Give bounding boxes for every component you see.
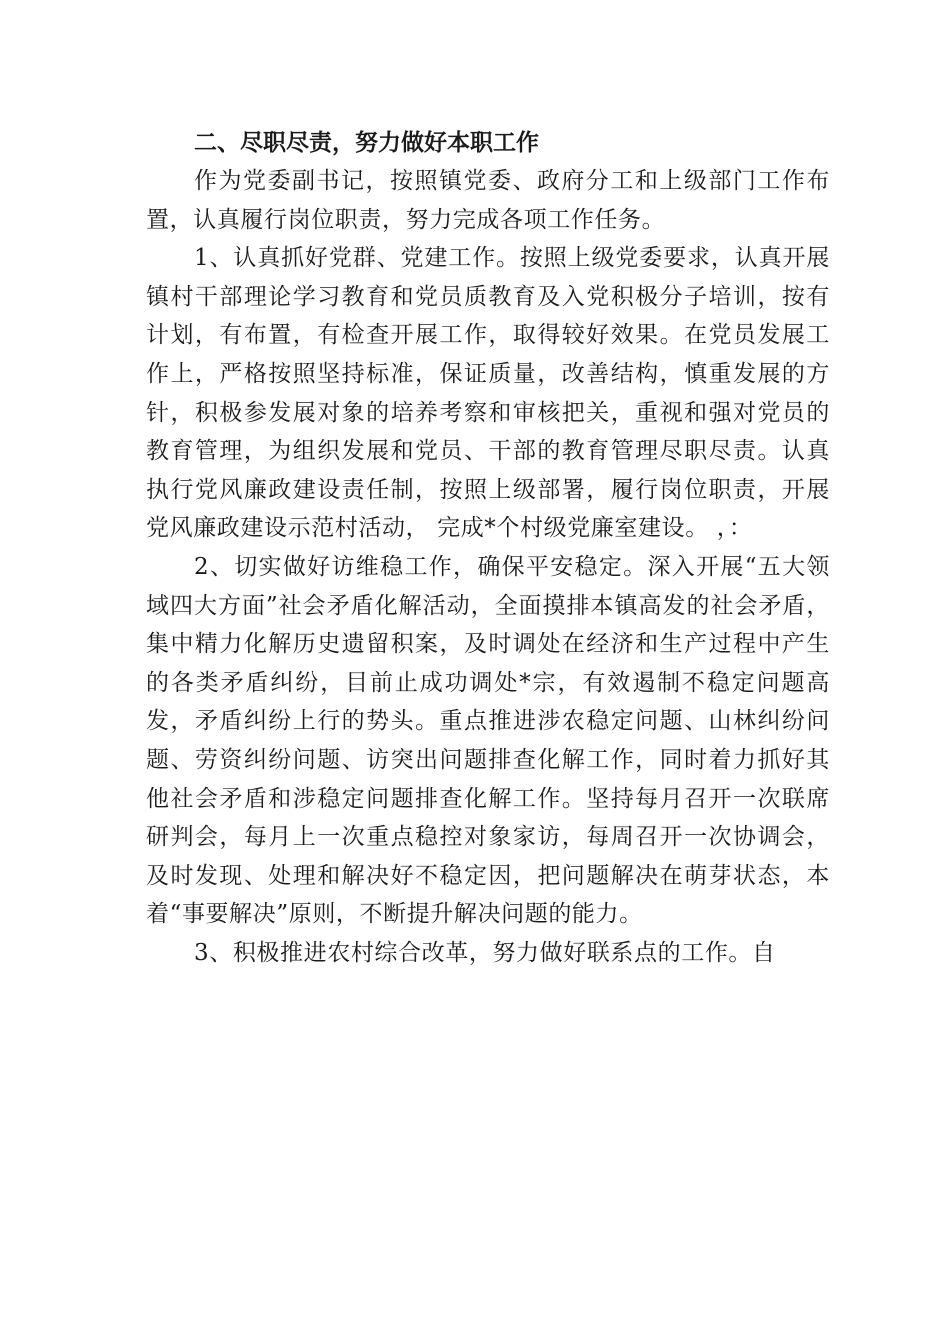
intro-paragraph: 作为党委副书记，按照镇党委、政府分工和上级部门工作布置，认真履行岗位职责，努力完成各项工作任务。 (146, 168, 830, 233)
rural-reform-paragraph: 3、积极推进农村综合改革，努力做好联系点的工作。自 (194, 939, 776, 966)
party-building-paragraph: 1、认真抓好党群、党建工作。按照上级党委要求，认真开展镇村干部理论学习教育和党员质教育及入党积极分子培训，按有计划，有布置，有检查开展工作，取得较好效果。在党员发展工作上，严格按照坚持标准，保证质量，改善结构，慎重发展的方针，积极参发展对象的培养考察和审核把关，重视和强对党员的教育管理，为组织发展和党员、干部的教育管理尽职尽责。认真执行党风廉政建设责任制，按照上级部署，履行岗位职责，开展党风廉政建设示范村活动， 完成*个村级党廉室建设。 ，： (146, 245, 830, 542)
section-heading: 二、尽职尽责，努力做好本职工作 (194, 130, 539, 156)
document-body (146, 124, 830, 972)
stability-paragraph: 2、切实做好访维稳工作，确保平安稳定。深入开展“五大领域四大方面”社会矛盾化解活动，全面摸排本镇高发的社会矛盾，集中精力化解历史遗留积案，及时调处在经济和生产过程中产生的各类矛盾纠纷，目前止成功调处*宗，有效遏制不稳定问题高发，矛盾纠纷上行的势头。重点推进涉农稳定问题、山林纠纷问题、劳资纠纷问题、访突出问题排查化解工作，同时着力抓好其他社会矛盾和涉稳定问题排查化解工作。坚持每月召开一次联席研判会，每月上一次重点稳控对象家访，每周召开一次协调会，及时发现、处理和解决好不稳定因，把问题解决在萌芽状态，本着“事要解决”原则，不断提升解决问题的能力。 (146, 553, 830, 928)
